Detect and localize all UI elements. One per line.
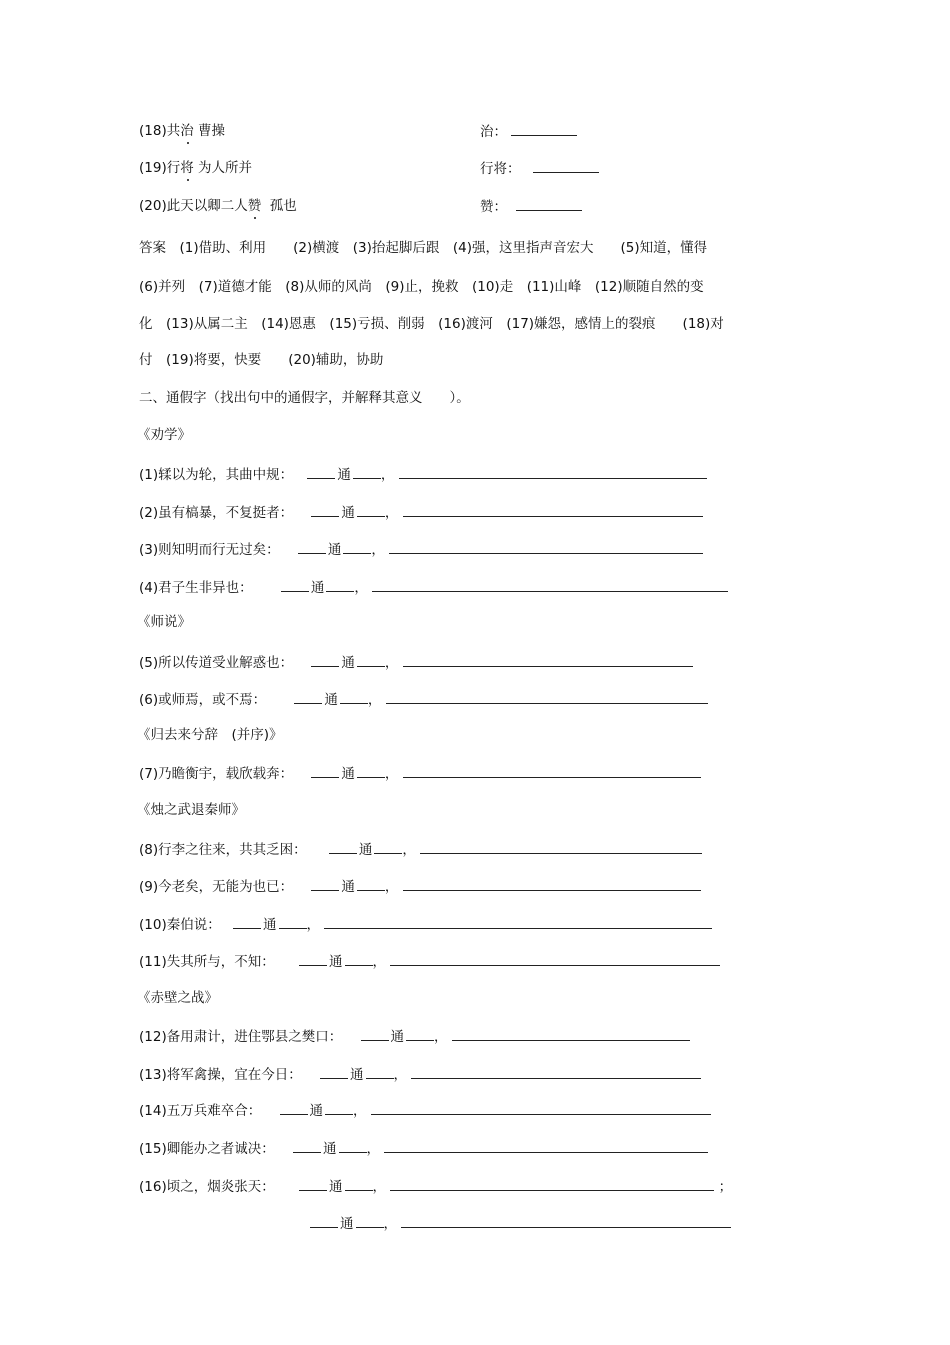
variant-char-blank[interactable] [343, 539, 371, 554]
answer-label: 治： [480, 124, 507, 140]
exercise-row-3 [139, 539, 703, 560]
tong-label: 通 [390, 1029, 405, 1045]
original-char-blank[interactable] [320, 1064, 348, 1079]
original-char-blank[interactable] [311, 876, 339, 891]
comma: ， [371, 542, 385, 558]
meaning-blank[interactable] [371, 1100, 711, 1115]
meaning-blank[interactable] [390, 1176, 714, 1191]
vocab-row-18 [139, 121, 225, 141]
item-number: (9) [139, 879, 159, 895]
tong-label: 通 [340, 1216, 354, 1232]
original-char-blank[interactable] [311, 763, 339, 778]
comma: ， [372, 1179, 387, 1195]
vocab-answer-20 [480, 196, 582, 217]
meaning-blank[interactable] [403, 876, 701, 891]
item-number: (8) [139, 842, 159, 858]
sentence-text: 曹操 [198, 123, 226, 139]
source-title: 《劝学》 [137, 427, 191, 443]
original-char-blank[interactable] [361, 1026, 389, 1041]
item-number: (12) [139, 1029, 167, 1045]
variant-char-blank[interactable] [325, 1100, 353, 1115]
answer-label: 行将： [480, 161, 521, 177]
tong-label: 通 [329, 1179, 343, 1195]
answer-blank[interactable] [511, 121, 577, 136]
item-number: (4) [139, 580, 159, 596]
sentence-text: 则知明而行无过矣： [158, 542, 280, 558]
sentence-text: 行 [166, 160, 181, 176]
exercise-row-5 [139, 652, 693, 673]
tong-label: 通 [329, 954, 343, 970]
comma: ， [354, 580, 368, 596]
meaning-blank[interactable] [411, 1064, 701, 1079]
tong-label: 通 [263, 917, 277, 933]
vocab-answer-19 [480, 158, 599, 179]
tong-label: 通 [337, 467, 351, 483]
exercise-row-16-second [310, 1213, 731, 1234]
original-char-blank[interactable] [233, 914, 261, 929]
exercise-row-13 [139, 1064, 701, 1085]
sentence-text: 秦伯说： [166, 917, 221, 933]
answer-label: 赞： [480, 199, 507, 215]
original-char-blank[interactable] [307, 464, 335, 479]
variant-char-blank[interactable] [357, 876, 385, 891]
exercise-row-6 [139, 689, 708, 710]
item-number: (14) [139, 1103, 167, 1119]
comma: ， [402, 842, 416, 858]
variant-char-blank[interactable] [357, 763, 385, 778]
sentence-text: 顷之，烟炎张天： [166, 1179, 275, 1195]
exercise-row-9 [139, 876, 701, 897]
meaning-blank[interactable] [399, 464, 707, 479]
tong-label: 通 [341, 655, 355, 671]
comma: ， [384, 505, 399, 521]
item-number: (2) [139, 505, 159, 521]
meaning-blank[interactable] [372, 577, 728, 592]
exercise-row-16 [139, 1176, 732, 1197]
exercise-row-11 [139, 951, 720, 972]
sentence-text: 或师焉，或不焉： [158, 692, 267, 708]
comma: ， [380, 467, 395, 483]
item-number: (16) [139, 1179, 167, 1195]
answer-line-4: 付 (19)将要，快要 (20)辅助，协助 [139, 352, 384, 368]
item-number: (6) [139, 692, 159, 708]
item-number: (10) [139, 917, 167, 933]
original-char-blank[interactable] [281, 577, 309, 592]
sentence-text: 今老矣，无能为也已： [158, 879, 294, 895]
vocab-row-19 [139, 158, 252, 178]
meaning-blank[interactable] [389, 539, 703, 554]
comma: ， [384, 655, 399, 671]
exercise-row-7 [139, 763, 701, 784]
semicolon: ； [718, 1179, 733, 1195]
variant-char-blank[interactable] [357, 652, 385, 667]
item-number: (11) [139, 954, 167, 970]
item-number: (7) [139, 766, 159, 782]
comma: ， [434, 1029, 448, 1045]
vocab-row-20 [139, 196, 297, 216]
tong-label: 通 [327, 542, 342, 558]
original-char-blank[interactable] [280, 1100, 308, 1115]
answer-line-3: 化 (13)从属二主 (14)恩惠 (15)亏损、削弱 (16)渡河 (17)嫌怨，感情上的裂痕 (18)对 [139, 316, 724, 332]
variant-char-blank[interactable] [340, 689, 368, 704]
item-number: (19) [139, 160, 167, 176]
sentence-text: 共 [166, 123, 181, 139]
variant-char-blank[interactable] [406, 1026, 434, 1041]
vocab-answer-18 [480, 121, 577, 142]
source-title: 《烛之武退秦师》 [137, 802, 245, 818]
tong-label: 通 [324, 692, 338, 708]
answer-blank[interactable] [516, 196, 582, 211]
variant-char-blank[interactable] [356, 1213, 384, 1228]
exercise-row-1 [139, 464, 707, 485]
original-char-blank[interactable] [311, 652, 339, 667]
comma: ， [384, 879, 399, 895]
meaning-blank[interactable] [452, 1026, 690, 1041]
comma: ， [306, 917, 321, 933]
sentence-text: 为人所并 [198, 160, 253, 176]
sentence-text: 君子生非异也： [158, 580, 253, 596]
item-number: (13) [139, 1067, 167, 1083]
exercise-row-10 [139, 914, 712, 935]
tong-label: 通 [323, 1141, 337, 1157]
item-number: (5) [139, 655, 159, 671]
tong-label: 通 [341, 879, 355, 895]
answer-line-2: (6)并列 (7)道德才能 (8)从师的风尚 (9)止，挽救 (10)走 (11)山峰 (12)顺随自然的变 [139, 279, 704, 295]
answer-line-1: 答案 (1)借助、利用 (2)横渡 (3)抬起脚后跟 (4)强，这里指声音宏大 (5)知道，懂得 [139, 240, 708, 256]
sentence-text: 此天以卿二人 [166, 198, 248, 214]
meaning-blank[interactable] [386, 689, 708, 704]
sentence-text: 𫐓以为轮，其曲中规： [158, 467, 294, 483]
variant-char-blank[interactable] [374, 839, 402, 854]
sentence-text: 孤也 [269, 198, 297, 214]
meaning-blank[interactable] [403, 502, 703, 517]
meaning-blank[interactable] [390, 951, 720, 966]
comma: ， [383, 1216, 397, 1232]
original-char-blank[interactable] [294, 689, 322, 704]
variant-char-blank[interactable] [345, 1176, 373, 1191]
sentence-text: 乃瞻衡宇，载欣载奔： [158, 766, 294, 782]
item-number: (3) [139, 542, 159, 558]
item-number: (18) [139, 123, 167, 139]
key-word: 治 [180, 123, 194, 139]
sentence-text: 将军禽操，宜在今日： [166, 1067, 302, 1083]
original-char-blank[interactable] [293, 1138, 321, 1153]
comma: ， [372, 954, 387, 970]
meaning-blank[interactable] [420, 839, 702, 854]
item-number: (15) [139, 1141, 167, 1157]
original-char-blank[interactable] [299, 951, 327, 966]
source-title: 《赤壁之战》 [137, 990, 218, 1006]
exercise-row-4 [139, 577, 728, 598]
variant-char-blank[interactable] [366, 1064, 394, 1079]
answer-blank[interactable] [533, 158, 599, 173]
variant-char-blank[interactable] [339, 1138, 367, 1153]
variant-char-blank[interactable] [357, 502, 385, 517]
sentence-text: 卿能办之者诚决： [166, 1141, 275, 1157]
sentence-text: 虽有槁暴，不复挺者： [158, 505, 294, 521]
original-char-blank[interactable] [310, 1213, 338, 1228]
original-char-blank[interactable] [311, 502, 339, 517]
tong-label: 通 [341, 766, 355, 782]
key-word: 赞 [247, 198, 262, 214]
tong-label: 通 [350, 1067, 364, 1083]
variant-char-blank[interactable] [345, 951, 373, 966]
source-title: 《归去来兮辞 (并序)》 [137, 727, 283, 743]
meaning-blank[interactable] [324, 914, 712, 929]
exercise-row-12 [139, 1026, 690, 1047]
meaning-blank[interactable] [401, 1213, 731, 1228]
meaning-blank[interactable] [403, 763, 701, 778]
sentence-text: 备用肃计，进住鄂县之樊口： [166, 1029, 343, 1045]
exercise-row-8 [139, 839, 702, 860]
tong-label: 通 [309, 1103, 324, 1119]
tong-label: 通 [358, 842, 373, 858]
exercise-row-15 [139, 1138, 708, 1159]
sentence-text: 五万兵难卒合： [166, 1103, 262, 1119]
tong-label: 通 [310, 580, 325, 596]
variant-char-blank[interactable] [353, 464, 381, 479]
original-char-blank[interactable] [299, 1176, 327, 1191]
source-title: 《师说》 [137, 614, 191, 630]
comma: ， [353, 1103, 367, 1119]
tong-label: 通 [341, 505, 355, 521]
key-word: 将 [180, 160, 194, 176]
meaning-blank[interactable] [403, 652, 693, 667]
sentence-text: 所以传道受业解惑也： [158, 655, 294, 671]
exercise-row-2 [139, 502, 703, 523]
section-title: 二、通假字（找出句中的通假字，并解释其意义 ）。 [139, 390, 470, 406]
sentence-text: 失其所与，不知： [166, 954, 275, 970]
comma: ， [393, 1067, 408, 1083]
meaning-blank[interactable] [384, 1138, 708, 1153]
comma: ， [367, 692, 382, 708]
original-char-blank[interactable] [329, 839, 357, 854]
original-char-blank[interactable] [298, 539, 326, 554]
comma: ， [384, 766, 399, 782]
item-number: (1) [139, 467, 159, 483]
item-number: (20) [139, 198, 167, 214]
sentence-text: 行李之往来，共其乏困： [158, 842, 307, 858]
comma: ， [366, 1141, 381, 1157]
variant-char-blank[interactable] [326, 577, 354, 592]
variant-char-blank[interactable] [279, 914, 307, 929]
exercise-row-14 [139, 1100, 711, 1121]
